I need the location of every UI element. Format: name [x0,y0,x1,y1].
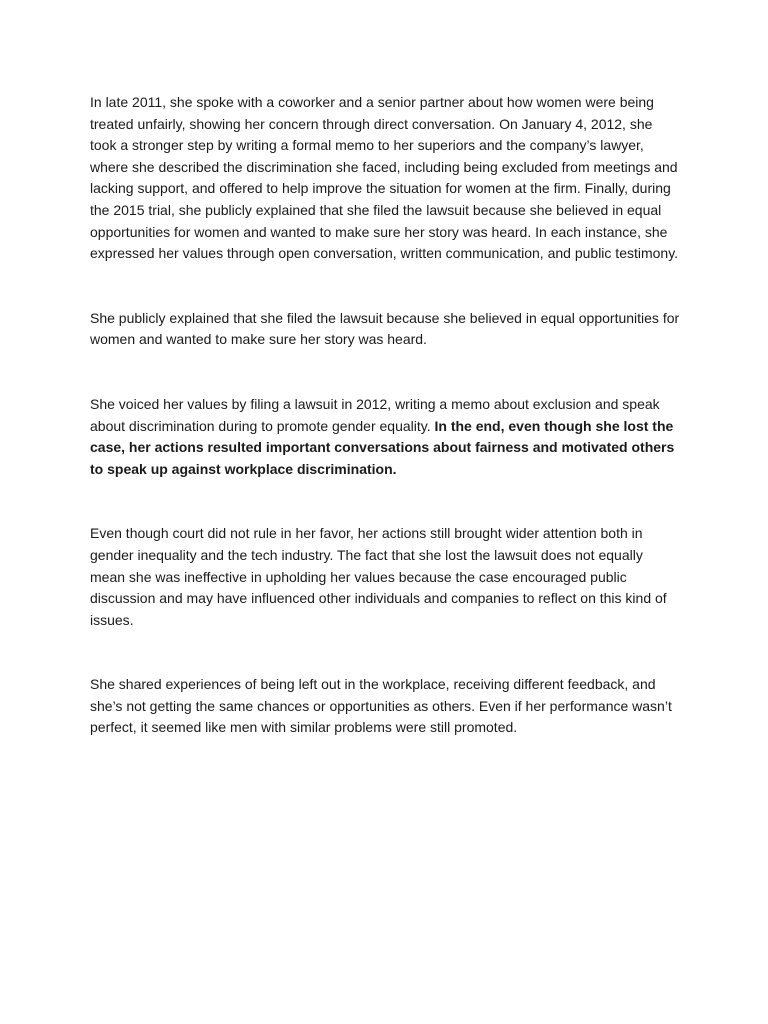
paragraph-5 [90,674,680,739]
paragraph-2-text: She publicly explained that she filed the lawsuit because she believed in equal opportunities for women and wanted to make sure her story was heard. [90,309,680,348]
paragraph-4 [90,523,680,631]
paragraph-3-bold-text: In the end, even though she lost the case, her actions resulted important conversations about fairness and motivated others to speak up against workplace discrimination. [90,417,675,477]
paragraph-1-text: In late 2011, she spoke with a coworker and a senior partner about how women were being treated unfairly, showing her concern through direct conversation. On January 4, 2012, she took a stronger step by writing a formal memo to her superiors and the company’s lawyer, where she described the discrimination she faced, including being excluded from meetings and lacking support, and offered to help improve the situation for women at the firm. Finally, during the 2015 trial, she publicly explained that she filed the lawsuit because she believed in equal opportunities for women and wanted to make sure her story was heard. In each instance, she expressed her values through open conversation, written communication, and public testimony. [90,94,679,262]
paragraph-2 [90,308,680,351]
paragraph-1 [90,92,680,265]
paragraph-5-text: She shared experiences of being left out in the workplace, receiving different feedback, and she’s not getting the same chances or opportunities as others. Even if her performance wasn’t perfect, it seemed like men with similar problems were still promoted. [90,676,672,736]
document-body [90,92,680,782]
paragraph-3-normal-text: She voiced her values by filing a lawsuit in 2012, writing a memo about exclusion and speak about discrimination during to promote gender equality. [90,395,660,434]
paragraph-3 [90,394,680,480]
paragraph-4-text: Even though court did not rule in her favor, her actions still brought wider attention both in gender inequality and the tech industry. The fact that she lost the lawsuit does not equally mean she was ineffective in upholding her values because the case encouraged public discussion and may have influenced other individuals and companies to reflect on this kind of issues. [90,525,667,628]
